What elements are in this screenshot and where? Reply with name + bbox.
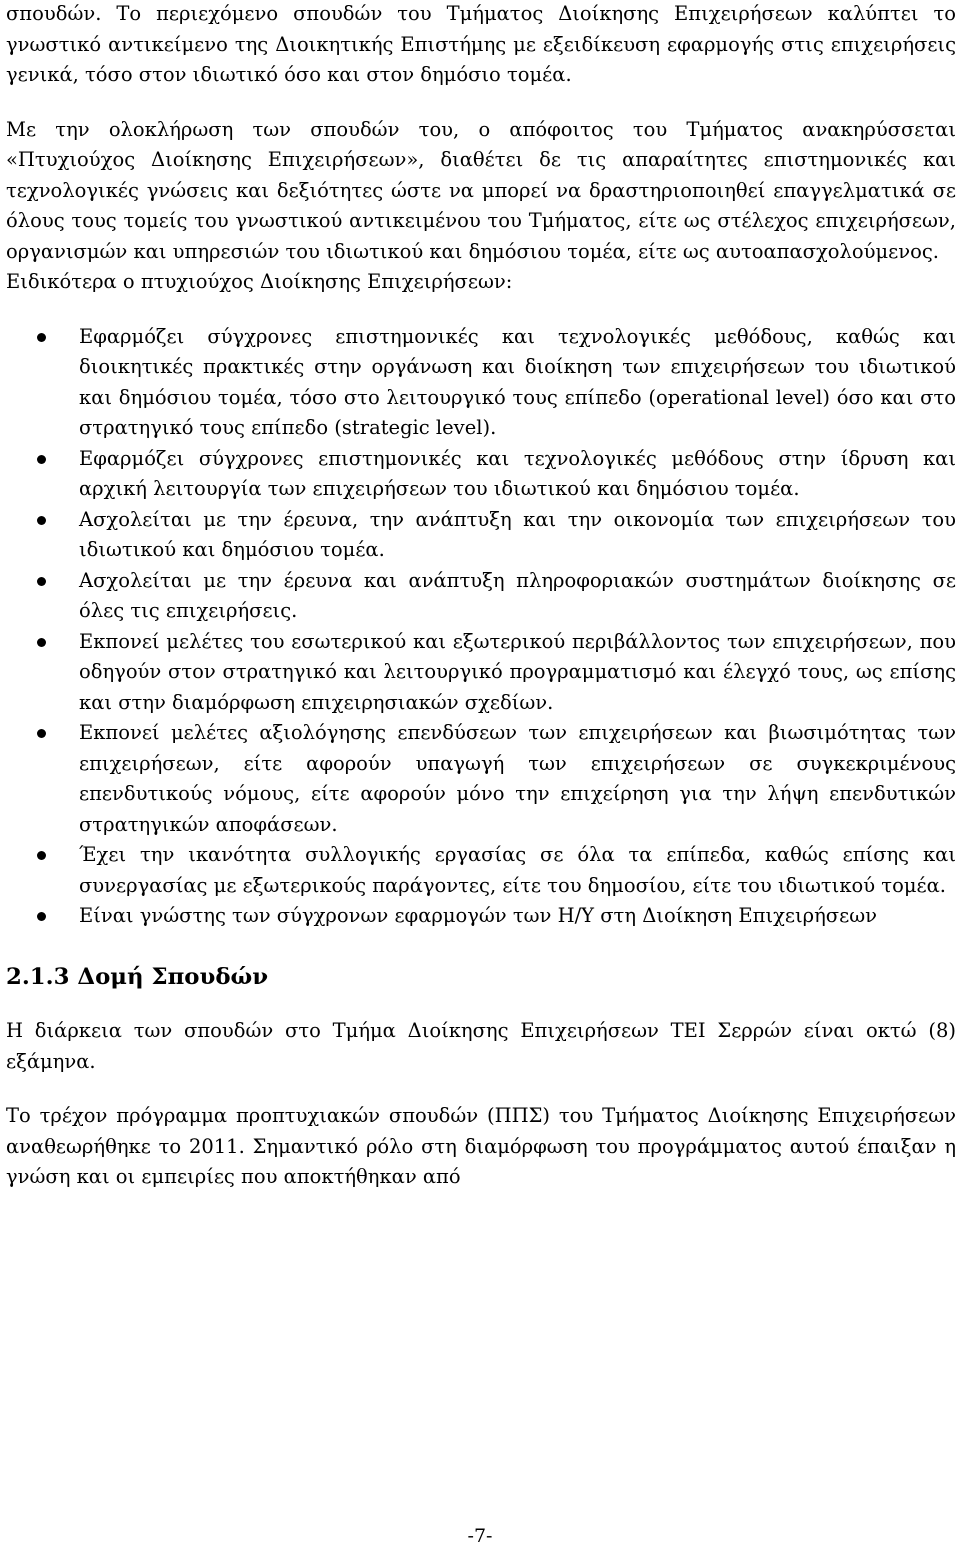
- bullet-icon: [37, 516, 46, 525]
- lead-in-text: Ειδικότερα ο πτυχιούχος Διοίκησης Επιχειρήσεων:: [6, 270, 513, 293]
- bullet-icon: [37, 729, 46, 738]
- list-item: [6, 444, 956, 505]
- list-item: [6, 322, 956, 444]
- list-item-text: Έχει την ικανότητα συλλογικής εργασίας σε όλα τα επίπεδα, καθώς επίσης και συνεργασίας με εξωτερικούς παράγοντες, είτε του δημοσίου, είτε του ιδιωτικού τομέα.: [79, 843, 956, 897]
- list-item-text: Ασχολείται με την έρευνα και ανάπτυξη πληροφοριακών συστημάτων διοίκησης σε όλες τις επιχειρήσεις.: [79, 568, 956, 622]
- list-item: [6, 505, 956, 566]
- list-item: [6, 718, 956, 840]
- bullet-icon: [37, 455, 46, 464]
- bullet-icon: [37, 333, 46, 342]
- section-heading: 2.1.3 Δομή Σπουδών: [6, 963, 269, 990]
- list-item: [6, 566, 956, 627]
- paragraph-study-duration: Η διάρκεια των σπουδών στο Τμήμα Διοίκησης Επιχειρήσεων ΤΕΙ Σερρών είναι οκτώ (8) εξάμηνα.: [6, 1019, 956, 1073]
- list-item: [6, 840, 956, 901]
- list-item-text: Εκπονεί μελέτες αξιολόγησης επενδύσεων των επιχειρήσεων και βιωσιμότητας των επιχειρήσεων, είτε αφορούν υπαγωγή των επιχειρήσεων σε συγκεκριμένους επενδυτικούς νόμους, είτε αφορούν μόνο την επιχείρηση για την λήψη επενδυτικών στρατηγικών αποφάσεων.: [79, 721, 956, 836]
- paragraph-graduate-profile: Με την ολοκλήρωση των σπουδών του, ο απόφοιτος του Τμήματος ανακηρύσσεται «Πτυχιούχος Διοίκησης Επιχειρήσεων», διαθέτει δε τις απαραίτητες επιστημονικές και τεχνολογικές γνώσεις και δεξιότητες ώστε να μπορεί να δραστηριοποιηθεί επαγγελματικά σε όλους τους τομείς του γνωστικού αντικειμένου του Τμήματος, είτε ως στέλεχος επιχειρήσεων, οργανισμών και υπηρεσιών του ιδιωτικού και δημόσιου τομέα, είτε ως αυτοαπασχολούμενος.: [6, 117, 956, 263]
- paragraph-study-program: Το τρέχον πρόγραμμα προπτυχιακών σπουδών (ΠΠΣ) του Τμήματος Διοίκησης Επιχειρήσεων αναθεωρήθηκε το 2011. Σημαντικό ρόλο στη διαμόρφωση του προγράμματος αυτού έπαιξαν η γνώση και οι εμπειρίες που αποκτήθηκαν από: [6, 1104, 956, 1188]
- list-item: [6, 901, 956, 932]
- graduate-skills-list: [6, 322, 956, 932]
- bullet-icon: [37, 577, 46, 586]
- bullet-icon: [37, 851, 46, 860]
- list-item-text: Εφαρμόζει σύγχρονες επιστημονικές και τεχνολογικές μεθόδους, καθώς και διοικητικές πρακτικές στην οργάνωση και διοίκηση των επιχειρήσεων του ιδιωτικού και δημόσιου τομέα, τόσο στο λειτουργικό τους επίπεδο (operational level) όσο και στο στρατηγικό τους επίπεδο (strategic level).: [79, 324, 956, 439]
- list-item-text: Εφαρμόζει σύγχρονες επιστημονικές και τεχνολογικές μεθόδους στην ίδρυση και αρχική λειτουργία των επιχειρήσεων του ιδιωτικού και δημόσιου τομέα.: [79, 446, 956, 500]
- bullet-icon: [37, 638, 46, 647]
- list-item-text: Ασχολείται με την έρευνα, την ανάπτυξη και την οικονομία των επιχειρήσεων του ιδιωτικού και δημόσιου τομέα.: [79, 507, 956, 561]
- document-page: [6, 0, 956, 1193]
- paragraph-department-content: σπουδών. Το περιεχόμενο σπουδών του Τμήματος Διοίκησης Επιχειρήσεων καλύπτει το γνωστικό αντικείμενο της Διοικητικής Επιστήμης με εξειδίκευση εφαρμογής στις επιχειρήσεις γενικά, τόσο στον ιδιωτικό όσο και στον δημόσιο τομέα.: [6, 2, 956, 86]
- list-item-text: Είναι γνώστης των σύγχρονων εφαρμογών των Η/Υ στη Διοίκηση Επιχειρήσεων: [79, 904, 877, 927]
- bullet-icon: [37, 912, 46, 921]
- list-item: [6, 627, 956, 719]
- list-item-text: Εκπονεί μελέτες του εσωτερικού και εξωτερικού περιβάλλοντος των επιχειρήσεων, που οδηγούν στον στρατηγικό και λειτουργικό προγραμματισμό και έλεγχό τους, ως επίσης και στην διαμόρφωση επιχειρησιακών σχεδίων.: [79, 629, 956, 714]
- page-number: -7-: [467, 1525, 493, 1547]
